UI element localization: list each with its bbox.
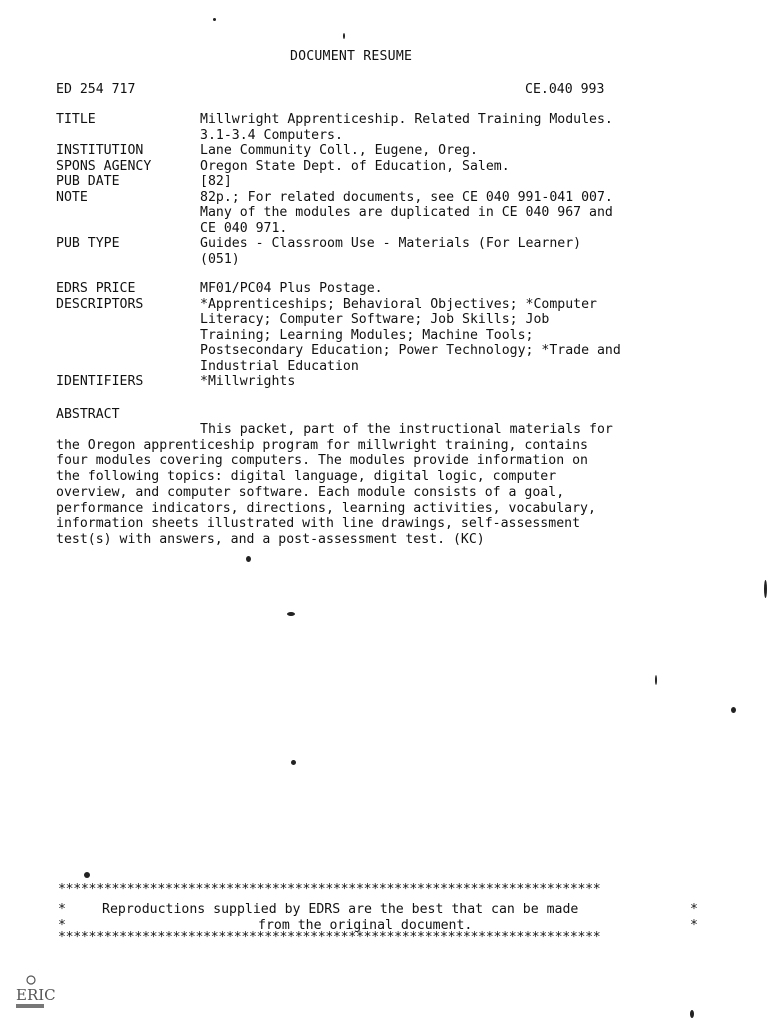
footer-star-right-1: *	[690, 902, 698, 917]
field-label: SPONS AGENCY	[56, 158, 152, 174]
field-label: EDRS PRICE	[56, 281, 136, 296]
field-value: Guides - Classroom Use - Materials (For Learner) (051)	[200, 236, 582, 267]
field-label: PUB TYPE	[56, 236, 120, 251]
svg-text:ERIC: ERIC	[16, 986, 56, 1004]
scan-speck	[690, 1010, 694, 1018]
eric-logo	[14, 972, 56, 1012]
footer-star-right-2: *	[690, 917, 698, 933]
field-spons-agency	[56, 159, 696, 175]
field-value: *Millwrights	[200, 374, 296, 389]
ed-number: ED 254 717	[56, 82, 136, 97]
scan-speck	[213, 18, 216, 21]
field-label: DESCRIPTORS	[56, 296, 144, 312]
field-value: Lane Community Coll., Eugene, Oreg.	[200, 143, 478, 158]
footer-border-top: ***********************************************************************	[58, 882, 601, 897]
scan-speck	[343, 33, 345, 39]
abstract-label: ABSTRACT	[56, 407, 120, 422]
field-value: Millwright Apprenticeship. Related Training Modules. 3.1-3.4 Computers.	[200, 112, 613, 143]
field-label: IDENTIFIERS	[56, 374, 144, 389]
field-edrs-price	[56, 281, 696, 297]
abstract-first-line: This packet, part of the instructional materials for	[200, 422, 613, 437]
field-institution	[56, 143, 696, 159]
field-label: PUB DATE	[56, 174, 120, 189]
scan-speck	[246, 556, 251, 562]
spacer	[56, 267, 696, 281]
scan-speck	[731, 707, 736, 713]
metadata-fields	[56, 112, 696, 390]
footer-border-bottom: ***********************************************************************	[58, 930, 601, 945]
field-label: INSTITUTION	[56, 143, 144, 158]
reproduction-line-2: from the original document.	[258, 917, 473, 933]
field-pub-date	[56, 174, 696, 190]
ce-number: CE.040 993	[525, 82, 605, 97]
field-value: Oregon State Dept. of Education, Salem.	[200, 158, 510, 174]
field-value: 82p.; For related documents, see CE 040 991-041 007. Many of the modules are duplicated in CE 040 967 and CE 040 971.	[200, 189, 613, 236]
scan-speck	[287, 612, 295, 616]
reproduction-notice	[58, 902, 698, 933]
footer-star-left-2: *	[58, 917, 66, 933]
field-value: *Apprenticeships; Behavioral Objectives; *Computer Literacy; Computer Software; Job Skills; Job Training; Learning Modules; Machine Tools; Postsecondary Education; Power Technology; *Trade and Industrial Education	[200, 296, 621, 374]
field-descriptors	[56, 297, 696, 375]
document-title: DOCUMENT RESUME	[290, 49, 413, 64]
abstract-text	[56, 422, 696, 548]
scan-speck	[291, 760, 296, 765]
field-label: NOTE	[56, 189, 88, 205]
field-title	[56, 112, 696, 143]
scan-speck	[655, 675, 657, 685]
field-label: TITLE	[56, 112, 96, 127]
field-pub-type	[56, 236, 696, 267]
reproduction-line-1: Reproductions supplied by EDRS are the best that can be made	[102, 902, 579, 917]
field-value: [82]	[200, 174, 232, 189]
abstract-body: the Oregon apprenticeship program for millwright training, contains four modules covering computers. The modules provide information on the following topics: digital language, digital logic, computer overview, and computer software. Each module consists of a goal, performance indicators, directions, learning activities, vocabulary, information sheets illustrated with line drawings, self-assessment test(s) with answers, and a post-assessment test. (KC)	[56, 437, 596, 547]
field-note	[56, 190, 696, 237]
scan-speck	[764, 580, 767, 598]
footer-star-left-1: *	[58, 902, 66, 917]
field-identifiers	[56, 374, 696, 390]
field-value: MF01/PC04 Plus Postage.	[200, 281, 383, 296]
scan-speck	[84, 872, 90, 878]
